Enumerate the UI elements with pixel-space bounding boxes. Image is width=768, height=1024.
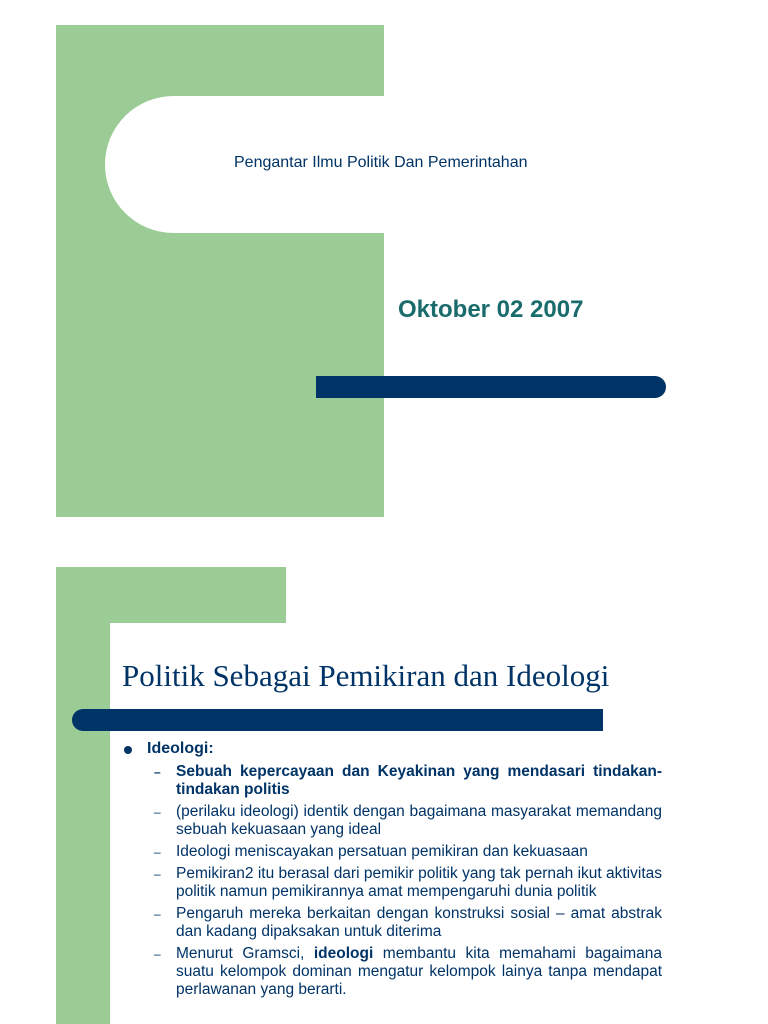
list-item (154, 905, 662, 941)
list-item (154, 843, 662, 861)
list-item (154, 945, 662, 999)
list-item-text: Pengaruh mereka berkaitan dengan konstruksi sosial – amat abstrak dan kadang dipaksakan untuk diterima (176, 905, 662, 940)
dash-icon: – (154, 907, 161, 921)
bullet-heading: Ideologi: (147, 740, 214, 757)
list-item (154, 763, 662, 799)
list-item-text-suffix: membantu kita memahami bagaimana suatu kelompok dominan mengatur kelompok lainya tanpa mendapat perlawanan yang berarti. (176, 945, 662, 998)
list-item-text-prefix: Menurut Gramsci, (176, 945, 314, 962)
bullet-dot-icon (124, 746, 132, 754)
slide2-navy-bar (72, 709, 603, 731)
slide2-green-block-left (56, 623, 110, 1024)
slide1-navy-bar (316, 376, 666, 398)
dash-icon: – (154, 867, 161, 881)
list-item-text: (perilaku ideologi) identik dengan bagaimana masyarakat memandang sebuah kekuasaan yang ideal (176, 803, 662, 838)
dash-icon: – (154, 805, 161, 819)
slide1-green-block-bottom (56, 233, 384, 517)
slide2-title: Politik Sebagai Pemikiran dan Ideologi (122, 658, 610, 693)
slide1-subtitle: Pengantar Ilmu Politik Dan Pemerintahan (234, 154, 528, 171)
list-item-text-bold: ideologi (313, 945, 374, 962)
slide1-green-block-top (56, 25, 384, 96)
list-item-text: Sebuah kepercayaan dan Keyakinan yang mendasari tindakan-tindakan politis (176, 763, 662, 798)
list-item (154, 803, 662, 839)
dash-icon: – (154, 845, 161, 859)
list-item-text: Pemikiran2 itu berasal dari pemikir politik yang tak pernah ikut aktivitas politik namun pemikirannya amat mempengaruhi dunia politik (176, 865, 662, 900)
slide1-date: Oktober 02 2007 (398, 296, 584, 323)
list-item-text: Ideologi meniscayakan persatuan pemikiran dan kekuasaan (176, 843, 588, 860)
dash-icon: – (154, 947, 161, 961)
dash-icon: – (154, 765, 161, 779)
sub-bullet-list (154, 763, 662, 1003)
list-item (154, 865, 662, 901)
slide2-green-block-top (56, 567, 286, 623)
